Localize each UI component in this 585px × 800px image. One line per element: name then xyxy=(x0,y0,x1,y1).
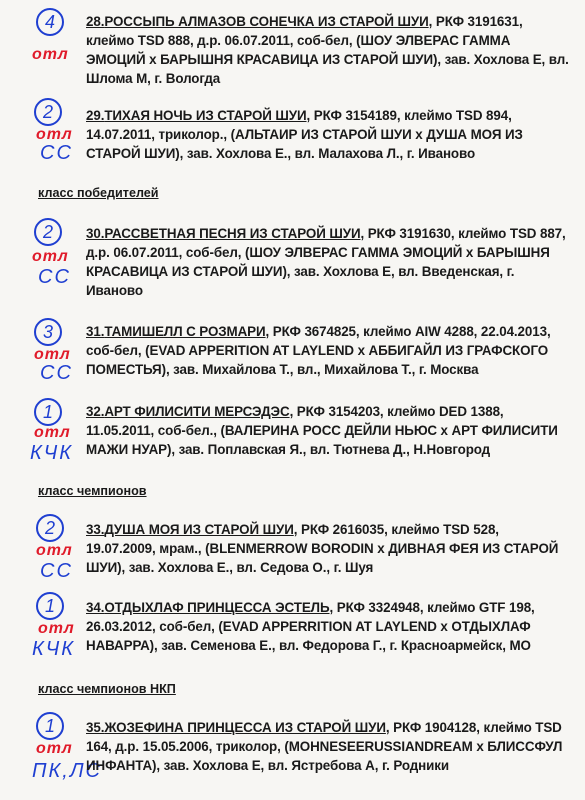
placement-mark: 2 xyxy=(34,218,62,246)
entry-details: , РКФ 3154189, клеймо TSD 894, 14.07.2011, триколор., (АЛЬТАИР ИЗ СТАРОЙ ШУИ х ДУША МОЯ ИЗ СТАРОЙ ШУИ), зав. Хохлова Е., вл. Малахова Л., г. Иваново xyxy=(86,108,523,161)
entry-text xyxy=(86,106,571,163)
entry-details: , РКФ 3191631, клеймо TSD 888, д.р. 06.07.2011, соб-бел, (ШОУ ЭЛВЕРАС ГАММА ЭМОЦИЙ х БАРЫШНЯ КРАСАВИЦА ИЗ СТАРОЙ ШУИ), зав. Хохлова Е, вл. Шлома М, г. Вологда xyxy=(86,14,569,86)
entry-number: 28. xyxy=(86,14,105,29)
title-mark: КЧК xyxy=(32,638,76,660)
entry-number: 34. xyxy=(86,600,105,615)
grade-mark: отл xyxy=(36,542,73,559)
placement-mark: 2 xyxy=(34,98,62,126)
dog-name: ТАМИШЕЛЛ С РОЗМАРИ xyxy=(104,324,266,339)
placement-mark: 2 xyxy=(36,514,64,542)
grade-mark: отл xyxy=(32,46,69,63)
entry-details: , РКФ 2616035, клеймо TSD 528, 19.07.2009, мрам., (BLENMERROW BORODIN х ДИВНАЯ ФЕЯ ИЗ СТАРОЙ ШУИ), зав. Хохлова Е., вл. Седова О., г. Шуя xyxy=(86,522,559,575)
placement-mark: 1 xyxy=(36,712,64,740)
entry-text xyxy=(86,520,571,577)
class-heading-label: класс чемпионов xyxy=(38,484,147,498)
grade-mark: отл xyxy=(38,620,75,637)
grade-mark: отл xyxy=(34,424,71,441)
entry-details: , РКФ 3191630, клеймо TSD 887, д.р. 06.07.2011, соб-бел, (ШОУ ЭЛВЕРАС ГАММА ЭМОЦИЙ х БАРЫШНЯ КРАСАВИЦА ИЗ СТАРОЙ ШУИ), зав. Хохлова Е, вл. Введенская, г. Иваново xyxy=(86,226,566,298)
placement-mark: 1 xyxy=(34,398,62,426)
entry-text xyxy=(86,322,571,379)
placement-mark: 3 xyxy=(34,318,62,346)
placement-mark: 1 xyxy=(36,592,64,620)
grade-mark: отл xyxy=(36,740,73,757)
entry-details: , РКФ 1904128, клеймо TSD 164, д.р. 15.05.2006, триколор, (MOHNESEERUSSIANDREAM х БЛИССФУЛ ИНФАНТА), зав. Хохлова Е, вл. Ястребова А, г. Родники xyxy=(86,720,563,773)
class-heading xyxy=(38,186,159,200)
title-mark: СС xyxy=(40,142,73,164)
grade-mark: отл xyxy=(36,126,73,143)
class-heading-label: класс чемпионов НКП xyxy=(38,682,176,696)
entry-details: , РКФ 3324948, клеймо GTF 198, 26.03.2012, соб-бел, (EVAD APPERRITION AT LAYLEND х ОТДЫХЛАФ НАВАРРА), зав. Семенова Е., вл. Федорова Г., г. Красноармейск, МО xyxy=(86,600,535,653)
placement-mark: 4 xyxy=(36,8,64,36)
title-mark: СС xyxy=(38,266,71,288)
entry-details: , РКФ 3154203, клеймо DED 1388, 11.05.2011, соб-бел., (ВАЛЕРИНА РОСС ДЕЙЛИ НЬЮС х АРТ ФИЛИСИТИ МАЖИ НУАР), зав. Поплавская Я., вл. Тютнева Д., Н.Новгород xyxy=(86,404,558,457)
title-mark: СС xyxy=(40,560,73,582)
dog-name: ДУША МОЯ ИЗ СТАРОЙ ШУИ xyxy=(104,522,294,537)
class-heading xyxy=(38,484,147,498)
entry-text xyxy=(86,598,571,655)
entry-details: , РКФ 3674825, клеймо AIW 4288, 22.04.2013, соб-бел, (EVAD APPERITION AT LAYLEND х АББИГАЙЛ ИЗ ГРАФСКОГО ПОМЕСТЬЯ), зав. Михайлова Т., вл., Михайлова Т., г. Москва xyxy=(86,324,551,377)
grade-mark: отл xyxy=(34,346,71,363)
entry-text xyxy=(86,402,571,459)
dog-name: ОТДЫХЛАФ ПРИНЦЕССА ЭСТЕЛЬ xyxy=(104,600,330,615)
title-mark: СС xyxy=(40,362,73,384)
class-heading xyxy=(38,682,176,696)
entry-number: 35. xyxy=(86,720,105,735)
grade-mark: отл xyxy=(32,248,69,265)
dog-name: АРТ ФИЛИСИТИ МЕРСЭДЭС xyxy=(104,404,290,419)
dog-name: ЖОЗЕФИНА ПРИНЦЕССА ИЗ СТАРОЙ ШУИ xyxy=(104,720,386,735)
entry-text xyxy=(86,224,571,300)
class-heading-label: класс победителей xyxy=(38,186,159,200)
entry-number: 32. xyxy=(86,404,105,419)
dog-name: РОССЫПЬ АЛМАЗОВ СОНЕЧКА ИЗ СТАРОЙ ШУИ xyxy=(104,14,429,29)
entry-number: 30. xyxy=(86,226,105,241)
dog-name: ТИХАЯ НОЧЬ ИЗ СТАРОЙ ШУИ xyxy=(104,108,307,123)
entry-number: 31. xyxy=(86,324,105,339)
entry-number: 33. xyxy=(86,522,105,537)
title-mark: КЧК xyxy=(30,442,74,464)
entry-number: 29. xyxy=(86,108,105,123)
dog-name: РАССВЕТНАЯ ПЕСНЯ ИЗ СТАРОЙ ШУИ xyxy=(104,226,361,241)
title-mark: ПК,ЛС xyxy=(32,760,102,782)
entry-text xyxy=(86,12,571,88)
entry-text xyxy=(86,718,571,775)
